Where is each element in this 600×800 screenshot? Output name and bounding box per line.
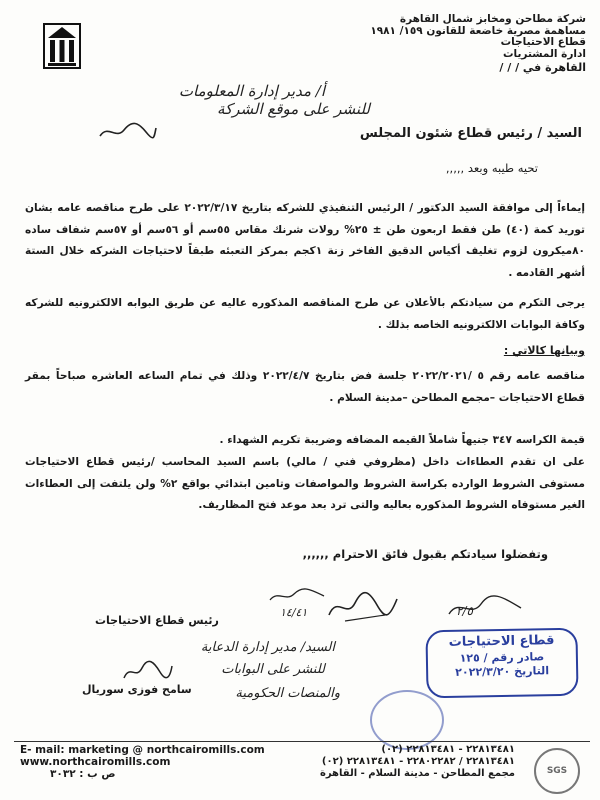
- stamp-sector: قطاع الاحتياجات: [448, 633, 555, 650]
- signatory-title: رئيس قطاع الاحتياجات: [95, 614, 219, 627]
- handwritten-routing-2: للنشر على البوابات: [221, 662, 325, 677]
- footer-contacts: [320, 744, 515, 780]
- paragraph-submission-terms: على ان تقدم العطاءات داخل (مظروفي فني / مالي) باسم السيد المحاسب /رئيس قطاع الاحتياجات مستوفى الشروط الوارده بكراسة الشروط والمواصفات وتامين ابتدائي بواقع ٢% ولن يلتفت إلى العطاءات الغير مستوفاه الشروط المذكوره بعاليه والتى ترد بعد موعد فتح المظاريف.: [25, 456, 585, 512]
- letter-date: القاهرة في / / /: [499, 61, 586, 74]
- footer-fax: ٢٢٨١٣٤٨١ / ٢٢٨٠٢٢٨٢ - ٢٢٨١٣٤٨١ (٠٢): [321, 756, 515, 767]
- addressee: السيد / رئيس قطاع شئون المجلس: [359, 126, 582, 141]
- signatory-name: سامح فوزى سوريال: [82, 683, 192, 696]
- company-header: [286, 14, 586, 74]
- department-name: ادارة المشتريات: [502, 47, 586, 60]
- footer-phones: ٢٢٨١٣٤٨١ - ٢٢٨١٣٤٨١ (٠٢): [381, 744, 515, 755]
- footer-website[interactable]: www.northcairomills.com: [20, 756, 171, 768]
- closing-line: وتفضلوا سيادتكم بقبول فائق الاحترام ,,,,,,: [302, 547, 548, 561]
- handwritten-signature-mark: [98, 118, 158, 142]
- handwritten-routing-1: السيد/ مدير إدارة الدعاية: [200, 640, 335, 655]
- handwritten-initial: ٢/٥: [456, 604, 473, 618]
- section-title: وبيانها كالاتي :: [503, 344, 585, 357]
- paragraph-request: يرجى التكرم من سيادتكم بالأعلان عن طرح المناقصه المذكوره عاليه عن طريق البوابه الالكترونيه للشركه وكافة البوابات الالكترونيه الخاصه بذلك .: [25, 297, 585, 331]
- stamp-number: صادر رقم / ١٢٥: [459, 650, 545, 665]
- sector-name: قطاع الاحتياجات: [500, 36, 586, 48]
- handwritten-ref-number: ١٤/٤١: [280, 606, 308, 619]
- outgoing-stamp: [425, 628, 578, 699]
- signature-scribble-1: [325, 585, 400, 627]
- greeting: تحيه طيبه وبعد ,,,,,: [445, 161, 538, 175]
- company-description: مساهمة مصرية خاضعة للقانون ١٥٩/ ١٩٨١: [370, 24, 586, 37]
- paragraph-tender-details: مناقصه عامه رقم ٥ /٢٠٢٢/٢٠٢١ جلسة فض بتاريخ ٢٠٢٢/٤/٧ وذلك في تمام الساعه العاشره صباحاً بمقر قطاع الاحتياجات –مجمع المطاحن –مدينة السلام .: [25, 370, 585, 404]
- handwritten-note-2: للنشر على موقع الشركة: [217, 100, 370, 118]
- paragraph-approval: إيماءاً إلى موافقة السيد الدكتور / الرئيس التنفيذي للشركه بتاريخ ٢٠٢٢/٣/١٧ على طرح مناقصه عامه بشان توريد كمة (٤٠) طن فقط اربعون طن ± ٢٥% رولات شرنك مقاس ٥٥سم أو ٥٦سم أو ٥٧سم شفاف ساده ٨٠ميكرون لزوم تغليف أكياس الدقيق الفاخر زنة ١كجم بمركز التعبئه طبقاً لاحتياجات الشركه خلال الستة أشهر القادمه .: [25, 202, 585, 279]
- company-name: شركة مطاحن ومخابز شمال القاهرة: [399, 13, 586, 25]
- footer-email[interactable]: E- mail: marketing @ northcairomills.com: [20, 744, 265, 756]
- footer-divider: [14, 741, 590, 742]
- footer-po-box: ص ب : ٣٠٣٢: [50, 768, 116, 780]
- signatory-signature: [120, 658, 175, 684]
- company-logo: [42, 22, 82, 70]
- paragraph-booklet-price: قيمة الكراسه ٣٤٧ جنيهاً شاملاً القيمه المضافه وضريبة تكريم الشهداء .: [219, 434, 585, 446]
- handwritten-routing-3: والمنصات الحكومية: [235, 686, 340, 701]
- stamp-date: التاريخ ٢٠٢٢/٣/٢٠: [455, 664, 550, 679]
- handwritten-note-1: أ/ مدير إدارة المعلومات: [178, 82, 325, 100]
- signature-scribble-2: [268, 586, 326, 606]
- footer-address: مجمع المطاحن - مدينة السلام - القاهرة: [319, 768, 515, 779]
- sgs-certification-badge: SGS: [534, 748, 580, 794]
